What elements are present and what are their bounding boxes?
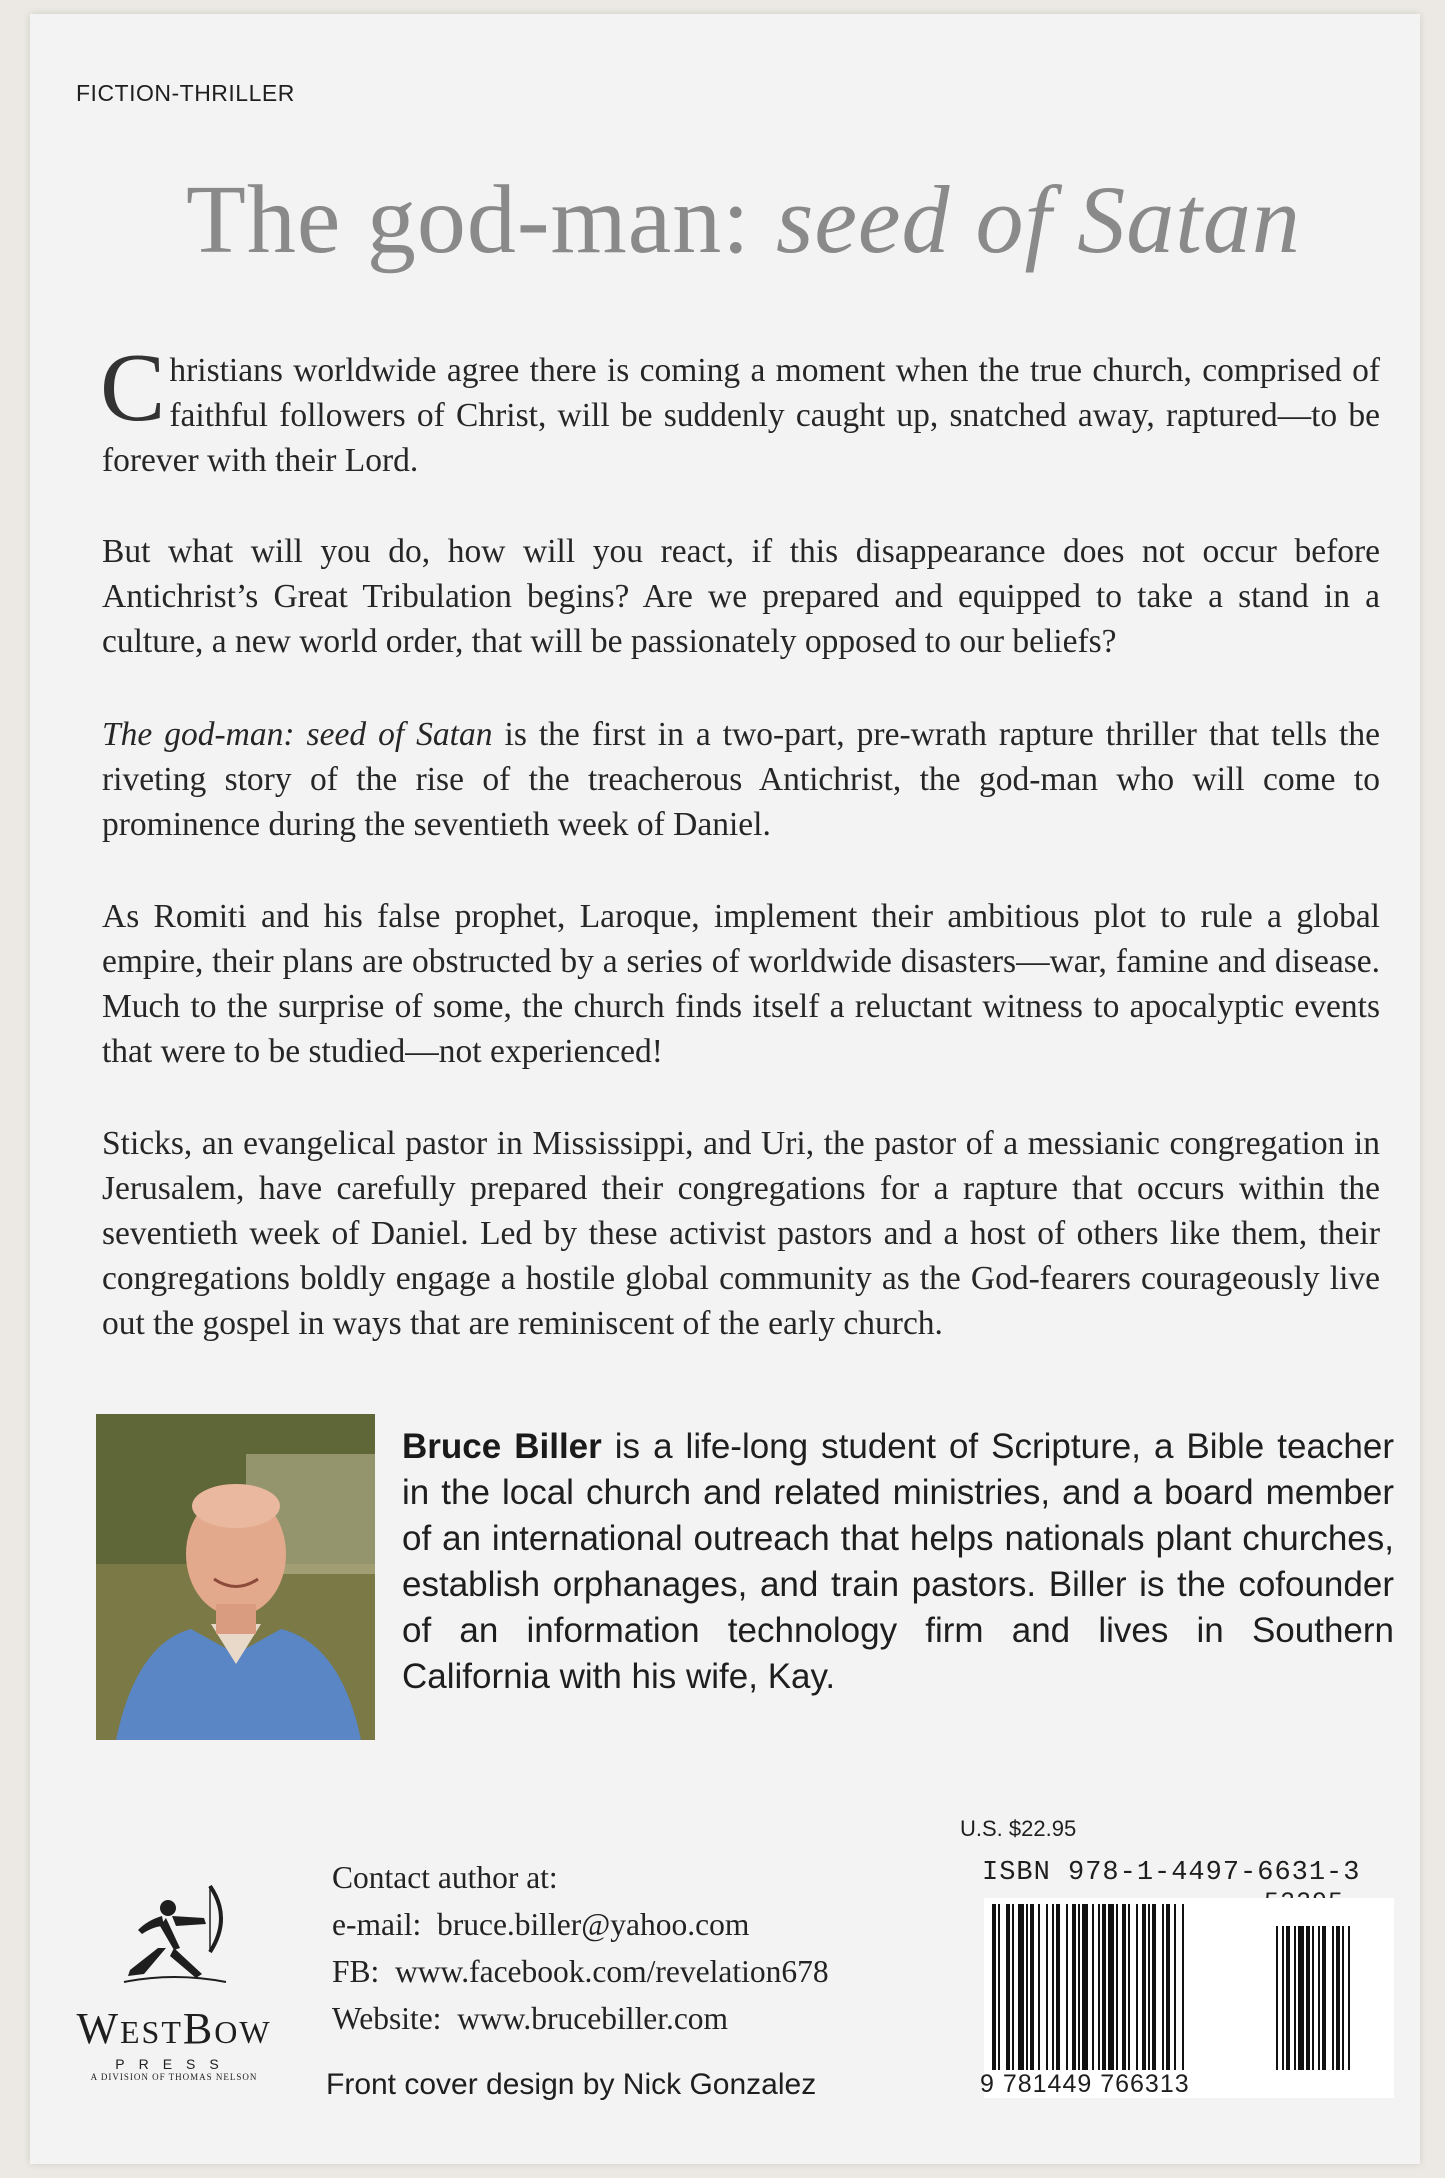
barcode-bar	[1026, 1904, 1028, 2070]
barcode-bar	[1098, 1904, 1100, 2070]
barcode-bar	[1102, 1904, 1106, 2070]
email-address: bruce.biller@yahoo.com	[436, 1907, 750, 1942]
barcode-bar	[1152, 1904, 1156, 2070]
barcode-bar	[1072, 1904, 1076, 2070]
barcode-bar	[1092, 1904, 1094, 2070]
cover-credit: Front cover design by Nick Gonzalez	[326, 2068, 817, 2101]
barcode-bar	[992, 1904, 996, 2070]
barcode-addon-bar	[1286, 1926, 1290, 2070]
paragraph-4: As Romiti and his false prophet, Laroque, implement their ambitious plot to rule a global empire, their plans are obstructed by a series of worldwide disasters—war, famine and disease. Much to the surprise of some, the church finds itself a reluctant witness to apocalyptic events that were to be studied—not experienced!	[102, 898, 1380, 1070]
barcode-addon-bar	[1348, 1926, 1350, 2070]
publisher-division: A DIVISION OF THOMAS NELSON	[90, 2072, 258, 2082]
contact-block	[332, 1854, 829, 2042]
barcode-bar	[1128, 1904, 1130, 2070]
barcode-bar	[1122, 1904, 1126, 2070]
barcode-bar	[1166, 1904, 1170, 2070]
barcode-bar	[1174, 1904, 1176, 2070]
title-italic: seed of Satan	[775, 166, 1301, 273]
barcode-bar	[1082, 1904, 1088, 2070]
barcode-addon-bar	[1332, 1926, 1334, 2070]
paragraph-1-text: hristians worldwide agree there is coming a moment when the true church, comprised of faithful followers of Christ, will be suddenly caught up, snatched away, raptured—to be forever with their Lord.	[102, 352, 1380, 479]
website-label: Website:	[332, 2001, 442, 2036]
barcode-addon-bar	[1298, 1926, 1304, 2070]
publisher-logo	[64, 1878, 284, 2082]
publisher-name-est: EST	[119, 2014, 183, 2050]
barcode-bar	[1046, 1904, 1048, 2070]
barcode-bar	[1136, 1904, 1138, 2070]
barcode-bar	[1038, 1904, 1040, 2070]
barcode-bar	[1006, 1904, 1010, 2070]
barcode-bar	[1056, 1904, 1060, 2070]
publisher-name-ow: OW	[214, 2014, 272, 2050]
book-back-cover	[30, 14, 1420, 2164]
barcode-addon-bar	[1336, 1926, 1340, 2070]
paragraph-2: But what will you do, how will you react, if this disappearance does not occur before Antichrist’s Great Tribulation begins? Are we prepared and equipped to take a stand in a culture, a new world order, that will be passionately opposed to our beliefs?	[102, 533, 1380, 660]
barcode-addon-bar	[1318, 1926, 1320, 2070]
barcode-bar	[1182, 1904, 1184, 2070]
publisher-name-b: B	[182, 2004, 215, 2053]
barcode-bar	[1142, 1904, 1146, 2070]
barcode-addon-bar	[1282, 1926, 1284, 2070]
price-label: U.S. $22.95	[960, 1816, 1077, 1841]
email-label: e-mail:	[332, 1907, 422, 1942]
barcode-bar	[1018, 1904, 1024, 2070]
barcode-addon-bar	[1294, 1926, 1296, 2070]
archer-icon	[114, 1878, 234, 1998]
author-bio-text: is a life-long student of Scripture, a Bible teacher in the local church and related ministries, and a board member of an international outreach that helps nationals plant churches, establish orphanages, and train pastors. Biller is the cofounder of an information technology firm and lives in Southern California with his wife, Kay.	[402, 1427, 1395, 1696]
ean-number: 9 781449 766313	[980, 2070, 1190, 2098]
author-portrait-illustration	[96, 1414, 375, 1740]
contact-web-row	[332, 1995, 829, 2042]
barcode-bar	[1066, 1904, 1068, 2070]
contact-heading: Contact author at:	[332, 1860, 558, 1895]
paragraph-3-text: is the first in a two-part, pre-wrath rapture thriller that tells the riveting story of the rise of the treacherous Antichrist, the god-man who will come to prominence during the seventieth week of Daniel.	[102, 716, 1380, 843]
fb-label: FB:	[332, 1954, 380, 1989]
contact-fb-row	[332, 1948, 829, 1995]
barcode-bar	[1148, 1904, 1150, 2070]
paragraph-3	[102, 712, 1380, 847]
barcode-addon-bar	[1342, 1926, 1344, 2070]
barcode-bar	[1162, 1904, 1164, 2070]
barcode	[984, 1898, 1394, 2098]
book-title	[186, 164, 1301, 276]
barcode-bar	[998, 1904, 1000, 2070]
barcode-addon-bar	[1322, 1926, 1326, 2070]
fb-url: www.facebook.com/revelation678	[395, 1954, 829, 1989]
barcode-bar	[1012, 1904, 1014, 2070]
paragraph-3-title: The god-man: seed of Satan	[102, 716, 493, 753]
publisher-press: PRESS	[115, 2056, 233, 2072]
barcode-addon-bar	[1312, 1926, 1314, 2070]
barcode-bar	[1078, 1904, 1080, 2070]
contact-email-row	[332, 1901, 829, 1948]
author-bio	[402, 1424, 1394, 1700]
barcode-bar	[1116, 1904, 1118, 2070]
isbn-label: ISBN 978-1-4497-6631-3	[982, 1858, 1361, 1888]
publisher-name-w: W	[76, 2004, 120, 2053]
barcode-bar	[1030, 1904, 1034, 2070]
paragraph-1	[100, 334, 1380, 483]
barcode-bar	[1108, 1904, 1114, 2070]
publisher-name	[64, 2003, 284, 2054]
website-url: www.brucebiller.com	[457, 2001, 729, 2036]
paragraph-5: Sticks, an evangelical pastor in Mississippi, and Uri, the pastor of a messianic congregation in Jerusalem, have carefully prepared their congregations for a rapture that occurs within the seventieth week of Daniel. Led by these activist pastors and a host of others like them, their congregations boldly engage a hostile global community as the God-fearers courageously live out the gospel in ways that are reminiscent of the early church.	[102, 1125, 1380, 1342]
barcode-addon-bar	[1306, 1926, 1310, 2070]
barcode-bar	[1052, 1904, 1054, 2070]
drop-cap: C	[100, 334, 166, 442]
title-main: The god-man:	[186, 166, 776, 274]
barcode-addon-bar	[1276, 1926, 1278, 2070]
genre-label: FICTION-THRILLER	[76, 80, 295, 106]
author-photo	[96, 1414, 375, 1740]
author-name: Bruce Biller	[402, 1427, 602, 1466]
